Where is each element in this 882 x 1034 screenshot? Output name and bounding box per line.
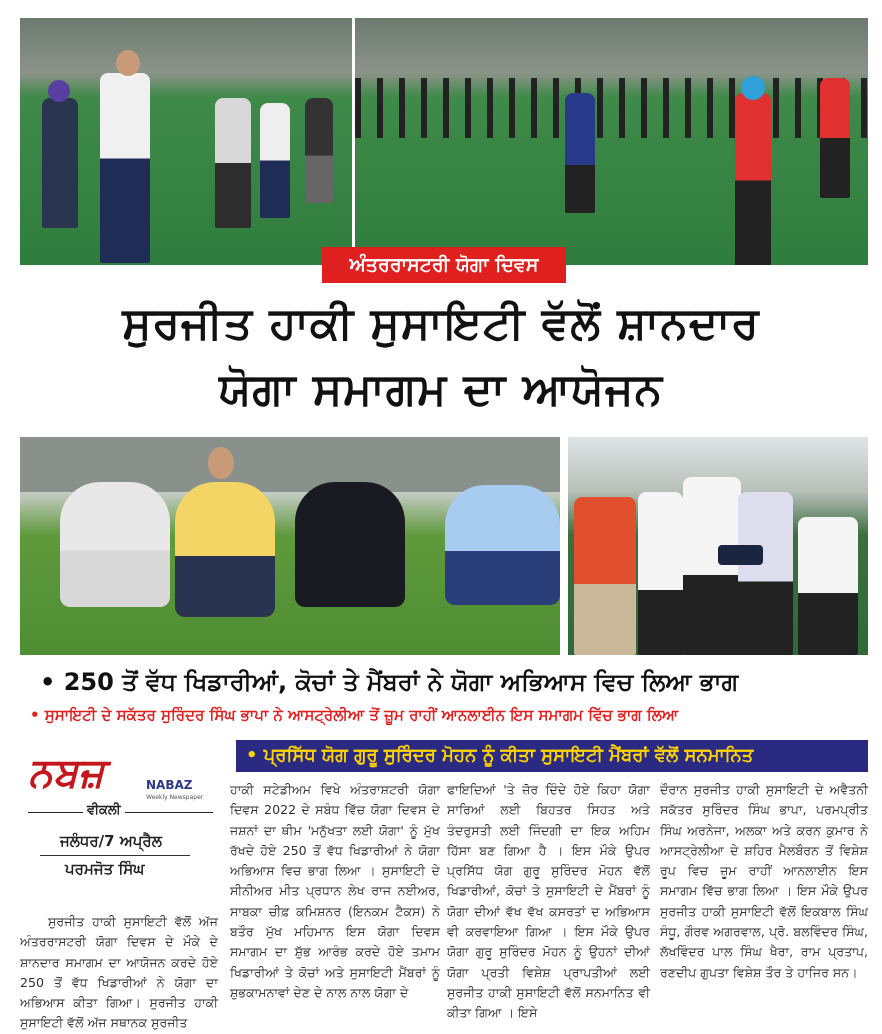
nabaz-logo: ਨਬਜ਼ NABAZ Weekly Newspaper ਵੀਕਲੀ <box>28 752 218 822</box>
article-column-3: ਫਾਇਦਿਆਂ 'ਤੇ ਜ਼ੋਰ ਦਿੰਦੇ ਹੋਏ ਕਿਹਾ ਯੋਗਾ ਸਾਰਿਆਂ ਲਈ ਬਿਹਤਰ ਸਿਹਤ ਅਤੇ ਤੰਦਰੁਸਤੀ ਲਈ ਜਿੰਦਗੀ ਦਾ ਇਕ ਅਹਿਮ ਹਿੱਸਾ ਬਣ ਗਿਆ ਹੈ । ਇਸ ਮੌਕੇ ਉਪਰ ਪ੍ਰਸਿੱਧ ਯੋਗ ਗੁਰੂ ਸੁਰਿੰਦਰ ਮੋਹਨ ਵੱਲੋਂ ਖਿਡਾਰੀਆਂ, ਕੋਚਾਂ ਤੇ ਸੁਸਾਇਟੀ ਦੇ ਮੈਂਬਰਾਂ ਨੂੰ ਯੋਗਾ ਦੀਆਂ ਵੱਖ ਵੱਖ ਕਸਰਤਾਂ ਦ ਅਭਿਆਸ ਵੀ ਕਰਵਾਇਆ ਗਿਆ । ਇਸ ਮੌਕੇ ਉਪਰ ਯੋਗਾ ਗੁਰੂ ਸੁਰਿੰਦਰ ਮੋਹਨ ਨੂੰ ਉਹਨਾਂ ਦੀਆਂ ਯੋਗਾ ਪ੍ਰਤੀ ਵਿਸ਼ੇਸ਼ ਪ੍ਰਾਪਤੀਆਂ ਲਈ ਸੁਰਜੀਤ ਹਾਕੀ ਸੁਸਾਇਟੀ ਵੱਲੋਂ ਸਨਮਾਨਿਤ ਵੀ ਕੀਤਾ ਗਿਆ । ਇਸੇ <box>447 782 650 1021</box>
photo-honouring <box>568 437 868 655</box>
article-column-1: ਸੁਰਜੀਤ ਹਾਕੀ ਸੁਸਾਇਟੀ ਵੱਲੋਂ ਅੱਜ ਅੰਤਰਰਾਸਟਰੀ ਯੋਗਾ ਦਿਵਸ ਦੇ ਮੌਕੇ ਦੇ ਸ਼ਾਨਦਾਰ ਸਮਾਗਮ ਦਾ ਆਯੋਜਨ ਕਰਦੇ ਹੋਏ 250 ਤੋਂ ਵੱਧ ਖਿਡਾਰੀਆਂ ਨੇ ਯੋਗਾ ਦਾ ਅਭਿਆਸ ਕੀਤਾ ਗਿਆ। ਸੁਰਜੀਤ ਹਾਕੀ ਸੁਸਾਇਟੀ ਵੱਲੋਂ ਅੱਜ ਸਥਾਨਕ ਸੁਰਜੀਤ <box>20 914 218 1031</box>
bullet-online-participation: • ਸੁਸਾਇਟੀ ਦੇ ਸਕੱਤਰ ਸੁਰਿੰਦਰ ਸਿੰਘ ਭਾਪਾ ਨੇ ਆਸਟ੍ਰੇਲੀਆ ਤੋਂ ਜ਼ੂਮ ਰਾਹੀਂ ਆਨਲਾਈਨ ਇਸ ਸਮਾਗਮ ਵਿੱਚ ਭਾਗ ਲਿਆ <box>30 706 679 724</box>
byline: ਪਰਮਜੋਤ ਸਿੰਘ <box>65 860 145 878</box>
section-tag: ਅੰਤਰਰਾਸਟਰੀ ਯੋਗਾ ਦਿਵਸ <box>322 247 566 283</box>
headline-line-2: ਯੋਗਾ ਸਮਾਗਮ ਦਾ ਆਯੋਜਨ <box>219 364 663 415</box>
photo-yoga-field-right <box>355 18 868 265</box>
photo-yoga-field-left <box>20 18 352 265</box>
article-column-4: ਦੌਰਾਨ ਸੁਰਜੀਤ ਹਾਕੀ ਸੁਸਾਇਟੀ ਦੇ ਅਵੈਤਨੀ ਸਕੱਤਰ ਸੁਰਿੰਦਰ ਸਿੰਘ ਭਾਪਾ, ਪਰਮਪ੍ਰੀਤ ਸਿੰਘ ਅਰਨੇਜਾ, ਅਲਕਾ ਅਤੇ ਕਰਨ ਕੁਮਾਰ ਨੇ ਆਸਟ੍ਰੇਲੀਆ ਦੇ ਸ਼ਹਿਰ ਮੈਲਬੌਰਨ ਤੋਂ ਵਿਸ਼ੇਸ਼ ਰੂਪ ਵਿਚ ਜ਼ੂਮ ਰਾਹੀਂ ਆਨਲਾਈਨ ਇਸ ਸਮਾਗਮ ਵਿੱਚ ਭਾਗ ਲਿਆ । ਇਸ ਮੌਕੇ ਉਪਰ ਸੁਰਜੀਤ ਹਾਕੀ ਸੁਸਾਇਟੀ ਵੱਲੋਂ ਇਕਬਾਲ ਸਿੰਘ ਸੰਧੂ, ਗੌਰਵ ਅਗਰਵਾਲ, ਪ੍ਰੋ. ਬਲਵਿੰਦਰ ਸਿੰਘ, ਲੱਖਵਿੰਦਰ ਪਾਲ ਸਿੰਘ ਖੈਰਾ, ਰਾਮ ਪ੍ਰਤਾਪ, ਰਣਦੀਪ ਗੁਪਤਾ ਵਿਸ਼ੇਸ਼ ਤੌਰ ਤੇ ਹਾਜਿਰ ਸਨ। <box>660 782 868 980</box>
dateline: ਜਲੰਧਰ/7 ਅਪ੍ਰੈਲ <box>60 832 162 850</box>
subhead-banner: • ਪ੍ਰਸਿੱਧ ਯੋਗ ਗੁਰੂ ਸੁਰਿੰਦਰ ਮੋਹਨ ਨੂੰ ਕੀਤਾ ਸੁਸਾਇਟੀ ਮੈਂਬਰਾਂ ਵੱਲੋਂ ਸਨਮਾਨਿਤ <box>236 740 868 772</box>
headline-line-1: ਸੁਰਜੀਤ ਹਾਕੀ ਸੁਸਾਇਟੀ ਵੱਲੋਂ ਸ਼ਾਨਦਾਰ <box>122 298 760 349</box>
article-column-2: ਹਾਕੀ ਸਟੇਡੀਅਮ ਵਿਖੇ ਅੰਤਰਾਸ਼ਟਰੀ ਯੋਗਾ ਦਿਵਸ 2022 ਦੇ ਸਬੰਧ ਵਿੱਚ ਯੋਗਾ ਦਿਵਸ ਦੇ ਜਸ਼ਨਾਂ ਦਾ ਥੀਮ 'ਮਨੁੱਖਤਾ ਲਈ ਯੋਗਾ' ਨੂੰ ਮੁੱਖ ਰੱਖਦੇ ਹੋਏ 250 ਤੋਂ ਵੱਧ ਖਿਡਾਰੀਆਂ ਨੇ ਯੋਗਾ ਅਭਿਆਸ ਵਿਚ ਭਾਗ ਲਿਆ । ਸੁਸਾਇਟੀ ਦੇ ਸੀਨੀਅਰ ਮੀਤ ਪ੍ਰਧਾਨ ਲੇਖ ਰਾਜ ਨਈਅਰ, ਸਾਬਕਾ ਚੀਫ਼ ਕਮਿਸ਼ਨਰ (ਇਨਕਮ ਟੈਕਸ) ਨੇ ਬਤੌਰ ਮੁੱਖ ਮਹਿਮਾਨ ਇਸ ਯੋਗਾ ਦਿਵਸ ਸਮਾਗਮ ਦਾ ਸ਼ੁੱਭ ਆਰੰਭ ਕਰਦੇ ਹੋਏ ਤਮਾਮ ਖਿਡਾਰੀਆਂ ਤੇ ਕੋਚਾਂ ਅਤੇ ਸੁਸਾਇਟੀ ਮੈਂਬਰਾਂ ਨੂੰ ਸ਼ੁਭਕਾਮਨਾਵਾਂ ਦੇਣ ਦੇ ਨਾਲ ਨਾਲ ਯੋਗਾ ਦੇ <box>230 782 440 1000</box>
divider <box>40 855 190 856</box>
bullet-participants: • 250 ਤੋਂ ਵੱਧ ਖਿਡਾਰੀਆਂ, ਕੋਚਾਂ ਤੇ ਮੈਂਬਰਾਂ ਨੇ ਯੋਗਾ ਅਭਿਆਸ ਵਿਚ ਲਿਆ ਭਾਗ <box>40 668 739 696</box>
photo-yoga-lawn <box>20 437 560 655</box>
